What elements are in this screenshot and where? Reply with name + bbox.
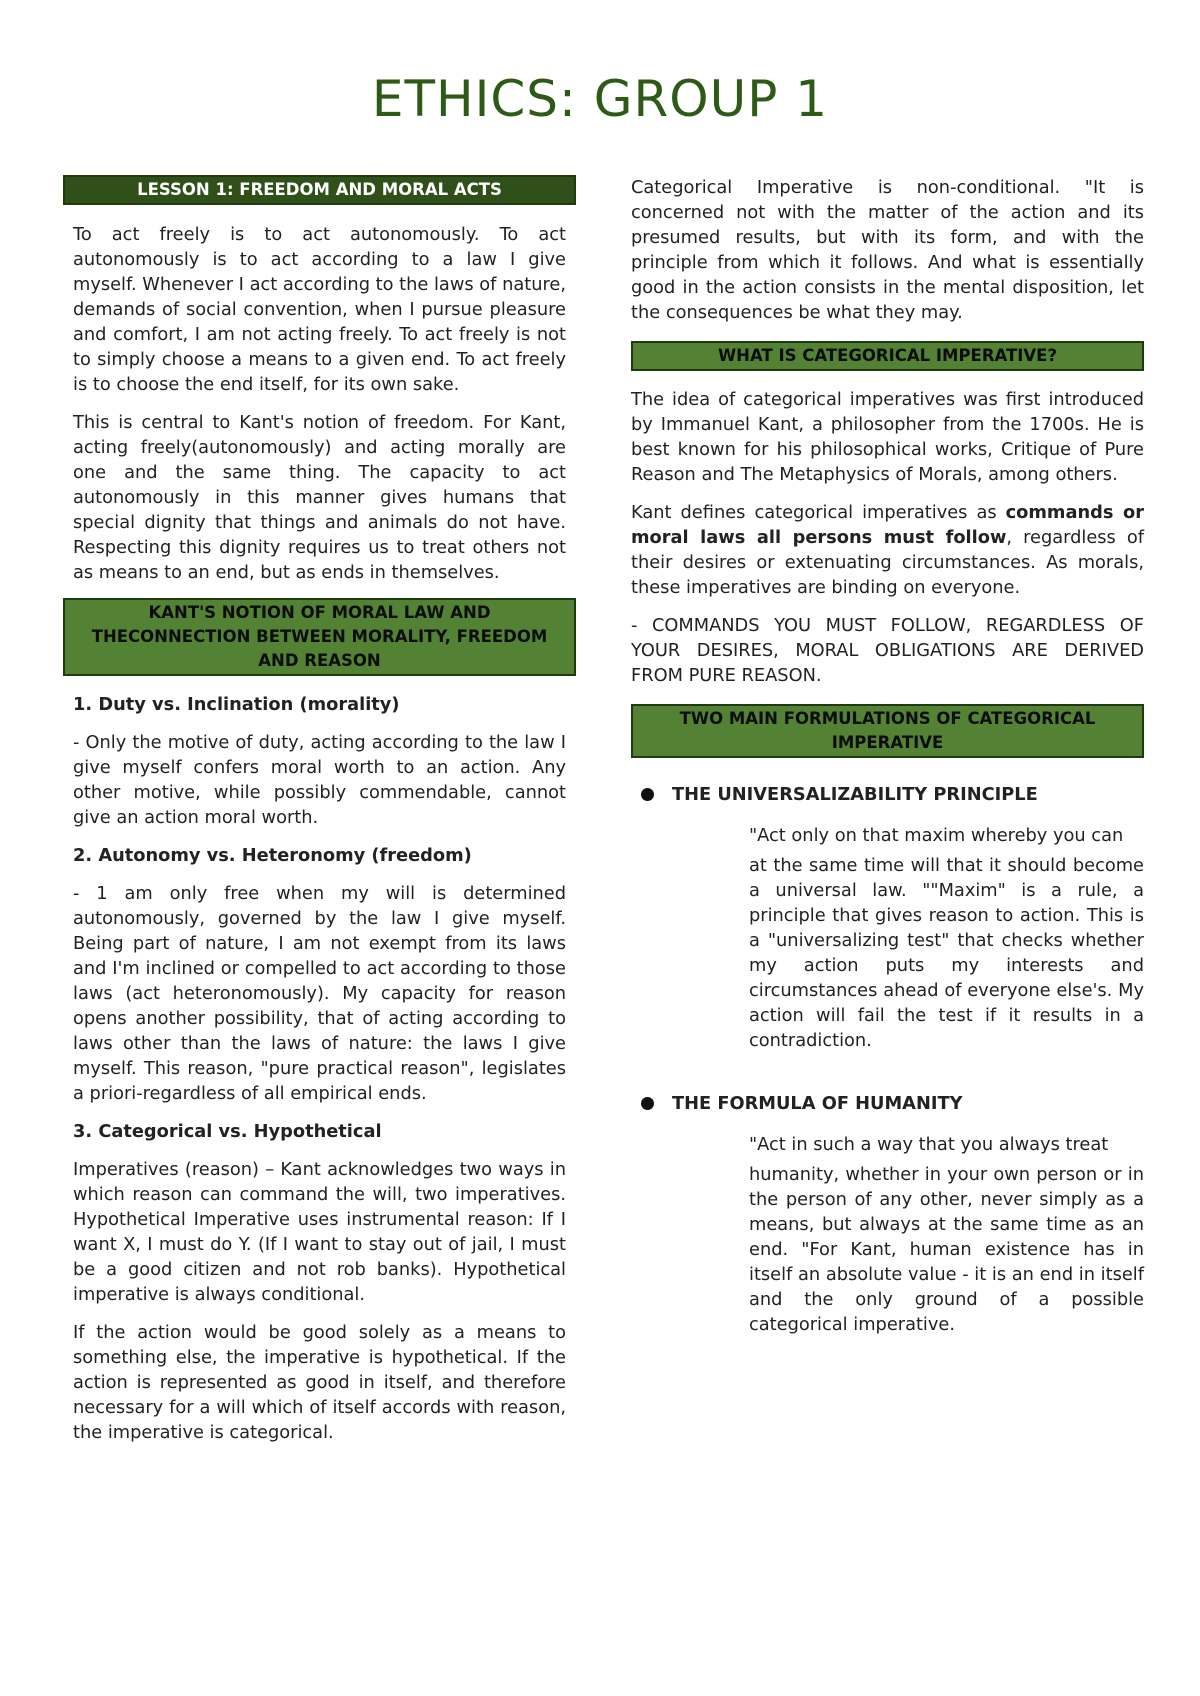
universalizability-label: THE UNIVERSALIZABILITY PRINCIPLE <box>672 784 1038 805</box>
left-column <box>63 175 576 1445</box>
bullet-universalizability <box>641 782 1144 807</box>
bullet-dot-icon <box>641 788 654 801</box>
paragraph-idea-introduced: The idea of categorical imperatives was first introduced by Immanuel Kant, a philosopher from the 1700s. He is best known for his philosophical works, Critique of Pure Reason and The Metaphysics of Morals, among others. <box>631 389 1144 485</box>
paragraph-kant-freedom: This is central to Kant's notion of freedom. For Kant, acting freely(autonomously) and acting morally are one and the same thing. The capacity to act autonomously in this manner gives humans that special dignity that things and animals do not have. Respecting this dignity requires us to treat others not as means to an end, but as ends in themselves. <box>73 412 566 583</box>
humanity-quote-body: humanity, whether in your own person or in the person of any other, never simply as a means, but always at the same time as an end. "For Kant, human existence has in itself an absolute value - it is an end in itself and the only ground of a possible categorical imperative. <box>749 1164 1144 1335</box>
humanity-quote-first: "Act in such a way that you always treat <box>749 1134 1109 1155</box>
paragraph-hypothetical: If the action would be good solely as a means to something else, the imperative is hypothetical. If the action is represented as good in itself, and therefore necessary for a will which of itself accords with reason, the imperative is categorical. <box>73 1322 566 1443</box>
kant-defines-text: Kant defines categorical imperatives as <box>631 502 1006 523</box>
paragraph-imperatives: Imperatives (reason) – Kant acknowledges two ways in which reason can command the will, two imperatives. Hypothetical Imperative uses instrumental reason: If I want X, I must do Y. (If I want to stay out of jail, I must be a good citizen and not rob banks). Hypothetical imperative is always conditional. <box>73 1159 566 1305</box>
kant-defines-bold: commands or moral laws all persons must follow <box>631 502 1144 548</box>
paragraph-categorical-non-conditional: Categorical Imperative is non-conditional. "It is concerned not with the matter of the action and its presumed results, but with its form, and with the principle from which it follows. And what is essentially good in the action consists in the mental disposition, let the consequences be what they may. <box>631 177 1144 323</box>
lesson-1-header: LESSON 1: FREEDOM AND MORAL ACTS <box>63 175 576 205</box>
heading-categorical-vs-hypothetical: 3. Categorical vs. Hypothetical <box>73 1121 382 1142</box>
paragraph-commands-caps: - COMMANDS YOU MUST FOLLOW, REGARDLESS OF YOUR DESIRES, MORAL OBLIGATIONS ARE DERIVED FROM PURE REASON. <box>631 615 1144 686</box>
bullet-formula-humanity <box>641 1091 1144 1116</box>
two-formulations-header: TWO MAIN FORMULATIONS OF CATEGORICAL IMPERATIVE <box>631 704 1144 758</box>
paragraph-act-freely: To act freely is to act autonomously. To act autonomously is to act according to a law I give myself. Whenever I act according to the laws of nature, demands of social convention, when I pursue pleasure and comfort, I am not acting freely. To act freely is not to simply choose a means to a given end. To act freely is to choose the end itself, for its own sake. <box>73 224 566 395</box>
universalizability-quote-first: "Act only on that maxim whereby you can <box>749 825 1124 846</box>
heading-autonomy-vs-heteronomy: 2. Autonomy vs. Heteronomy (freedom) <box>73 845 472 866</box>
heading-duty-vs-inclination: 1. Duty vs. Inclination (morality) <box>73 694 400 715</box>
what-is-categorical-header: WHAT IS CATEGORICAL IMPERATIVE? <box>631 341 1144 371</box>
formula-humanity-label: THE FORMULA OF HUMANITY <box>672 1093 963 1114</box>
bullet-dot-icon <box>641 1097 654 1110</box>
paragraph-autonomy: - 1 am only free when my will is determined autonomously, governed by the law I give myself. Being part of nature, I am not exempt from its laws and I'm inclined or compelled to act according to those laws (act heteronomously). My capacity for reason opens another possibility, that of acting according to laws other than the laws of nature: the laws I give myself. This reason, "pure practical reason", legislates a priori-regardless of all empirical ends. <box>73 883 566 1104</box>
page-title: ETHICS: GROUP 1 <box>371 70 829 128</box>
paragraph-kant-defines <box>631 500 1144 600</box>
universalizability-quote-body: at the same time will that it should become a universal law. ""Maxim" is a rule, a principle that gives reason to action. This is a "universalizing test" that checks whether my action puts my interests and circumstances ahead of everyone else's. My action will fail the test if it results in a contradiction. <box>749 855 1144 1051</box>
paragraph-duty: - Only the motive of duty, acting according to the law I give myself confers moral worth to an action. Any other motive, while possibly commendable, cannot give an action moral worth. <box>73 732 566 828</box>
kant-moral-law-header: KANT'S NOTION OF MORAL LAW AND THECONNECTION BETWEEN MORALITY, FREEDOM AND REASON <box>63 598 576 676</box>
kant-defines-rest: , regardless of their desires or extenuating circumstances. As morals, these imperatives are binding on everyone. <box>631 527 1144 598</box>
right-column <box>631 175 1144 1337</box>
